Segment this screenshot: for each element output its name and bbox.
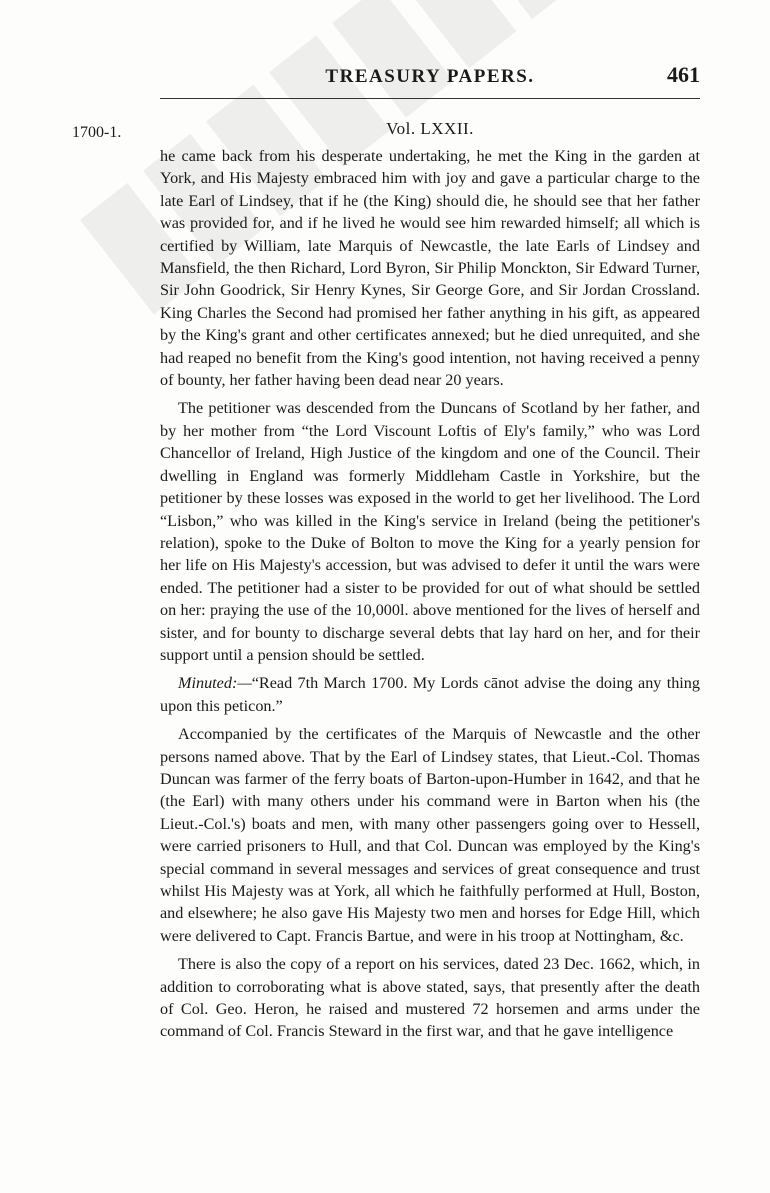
page-header bbox=[160, 60, 700, 92]
margin-year: 1700-1. bbox=[72, 124, 122, 141]
paragraph: There is also the copy of a report on his services, dated 23 Dec. 1662, which, in addition to corroborating what is above stated, says, that presently after the death of Col. Geo. Heron, he raised and mustered 72 horsemen and arms under the command of Col. Francis Steward in the first war, and that he gave intelligence bbox=[160, 955, 700, 1041]
paragraph: Accompanied by the certificates of the Marquis of Newcastle and the other persons named above. That by the Earl of Lindsey states, that Lieut.-Col. Thomas Duncan was farmer of the ferry boats of Barton-upon-Humber in 1642, and that he (the Earl) with many others under his command were in Barton when his (the Lieut.-Col.'s) boats and men, with many other passengers going over to Hessell, were carried prisoners to Hull, and that Col. Duncan was employed by the King's special command in several messages and services of great consequence and trust whilst His Majesty was at York, all which he faithfully performed at Hull, Boston, and elsewhere; he also gave His Majesty two men and horses for Edge Hill, which were delivered to Capt. Francis Bartue, and were in his troop at Nottingham, &c. bbox=[160, 725, 700, 945]
volume-heading: Vol. LXXII. bbox=[386, 119, 474, 138]
minuted-label: Minuted:— bbox=[178, 674, 252, 693]
body-text bbox=[160, 145, 700, 1043]
minuted-text: “Read 7th March 1700. My Lords cānot advise the doing any thing upon this peticon.” bbox=[160, 674, 700, 715]
paragraph: he came back from his desperate undertaking, he met the King in the garden at York, and His Majesty embraced him with joy and gave a particular charge to the late Earl of Lindsey, that if he (the King) should die, he should see that her father was provided for, and if he lived he would see him rewarded himself; all which is certified by William, late Marquis of Newcastle, the late Earls of Lindsey and Mansfield, the then Richard, Lord Byron, Sir Philip Monckton, Sir Edward Turner, Sir John Goodrick, Sir Henry Kynes, Sir George Gore, and Sir Jordan Crossland. King Charles the Second had promised her father anything in his gift, as appeared by the King's grant and other certificates annexed; but he died unrequited, and she had reaped no benefit from the King's good intention, not having received a penny of bounty, her father having been dead near 20 years. bbox=[160, 147, 700, 390]
header-rule bbox=[160, 98, 700, 99]
minuted-paragraph bbox=[160, 672, 700, 717]
running-title: TREASURY PAPERS. bbox=[325, 66, 535, 87]
paragraph: The petitioner was descended from the Duncans of Scotland by her father, and by her mother from “the Lord Viscount Loftis of Ely's family,” who was Lord Chancellor of Ireland, High Justice of the kingdom and one of the Council. Their dwelling in England was formerly Middleham Castle in Yorkshire, but the petitioner by these losses was exposed in the world to get her livelihood. The Lord “Lisbon,” who was killed in the King's service in Ireland (being the petitioner's relation), spoke to the Duke of Bolton to move the King for a yearly pension for her life on His Majesty's accession, but was advised to defer it until the wars were ended. The petitioner had a sister to be provided for out of what should be settled on her: praying the use of the 10,000l. above mentioned for the lives of herself and sister, and for bounty to discharge several debts that lay hard on her, and for their support until a pension should be settled. bbox=[160, 399, 700, 664]
page-number: 461 bbox=[667, 62, 700, 87]
